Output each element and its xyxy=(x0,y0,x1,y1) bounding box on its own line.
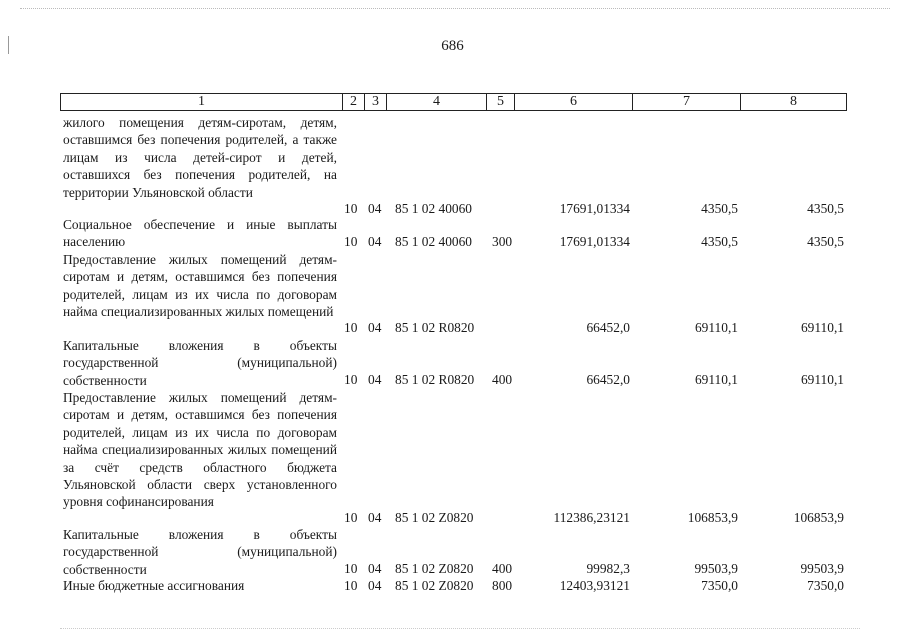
row-description: Капитальные вложения в объекты государственной (муниципальной) собственности xyxy=(63,527,337,577)
cell-section: 10 xyxy=(344,372,358,387)
row-description: Социальное обеспечение и иные выплаты населению xyxy=(63,217,337,250)
column-header-6: 6 xyxy=(515,94,633,110)
cell-expense-type: 400 xyxy=(492,372,513,387)
column-header-8: 8 xyxy=(790,94,797,109)
cell-subsection: 04 xyxy=(368,561,382,576)
cell-col7: 4350,5 xyxy=(701,234,738,249)
cell-col7: 4350,5 xyxy=(701,201,738,216)
cell-subsection: 04 xyxy=(368,234,382,249)
column-header-row xyxy=(60,93,847,111)
cell-col7: 7350,0 xyxy=(701,578,738,593)
cell-section: 10 xyxy=(344,578,358,593)
row-description: Предоставление жилых помещений детям-сиротам и детям, оставшимся без попечения родителей, лицам из их числа по договорам найма специализированных жилых помещений за счёт средств областного бюджета Ульяновской области сверх установленного уровня софинансирования xyxy=(63,390,337,510)
cell-subsection: 04 xyxy=(368,372,382,387)
row-description: Капитальные вложения в объекты государственной (муниципальной) собственности xyxy=(63,338,337,388)
cell-subsection: 04 xyxy=(368,578,382,593)
page-number: 686 xyxy=(441,38,464,54)
cell-col6: 66452,0 xyxy=(586,320,630,335)
cell-col7: 69110,1 xyxy=(694,372,738,387)
cell-col6: 12403,93121 xyxy=(559,578,630,593)
column-header-5: 5 xyxy=(487,94,515,110)
row-description: жилого помещения детям-сиротам, детям, оставшимся без попечения родителей, а также лицам из числа детей-сирот и детей, оставшихся без попечения родителей, на территории Ульяновской области xyxy=(63,115,337,200)
cell-section: 10 xyxy=(344,234,358,249)
cell-section: 10 xyxy=(344,510,358,525)
cell-target-article: 85 1 02 40060 xyxy=(395,201,472,216)
cell-expense-type: 400 xyxy=(492,561,513,576)
cell-col7: 99503,9 xyxy=(694,561,738,576)
cell-col6: 99982,3 xyxy=(586,561,630,576)
cell-col8: 69110,1 xyxy=(800,372,844,387)
scan-artifact-bottom xyxy=(60,628,860,630)
cell-col8: 4350,5 xyxy=(807,234,844,249)
column-header-1: 1 xyxy=(61,94,343,110)
cell-col7: 69110,1 xyxy=(694,320,738,335)
cell-section: 10 xyxy=(344,561,358,576)
cell-target-article: 85 1 02 Z0820 xyxy=(395,578,474,593)
cell-subsection: 04 xyxy=(368,201,382,216)
cell-col7: 106853,9 xyxy=(687,510,738,525)
cell-target-article: 85 1 02 Z0820 xyxy=(395,510,474,525)
cell-col8: 99503,9 xyxy=(800,561,844,576)
cell-expense-type: 300 xyxy=(492,234,513,249)
cell-target-article: 85 1 02 Z0820 xyxy=(395,561,474,576)
column-header-2: 2 xyxy=(343,94,365,110)
column-header-4: 4 xyxy=(387,94,487,110)
cell-target-article: 85 1 02 R0820 xyxy=(395,320,475,335)
scan-artifact-top xyxy=(20,8,890,10)
cell-section: 10 xyxy=(344,201,358,216)
cell-expense-type: 800 xyxy=(492,578,513,593)
cell-target-article: 85 1 02 R0820 xyxy=(395,372,475,387)
cell-col8: 7350,0 xyxy=(807,578,844,593)
row-description: Иные бюджетные ассигнования xyxy=(63,578,245,593)
cell-target-article: 85 1 02 40060 xyxy=(395,234,472,249)
cell-col8: 106853,9 xyxy=(793,510,844,525)
cell-col8: 4350,5 xyxy=(807,201,844,216)
cell-section: 10 xyxy=(344,320,358,335)
row-description: Предоставление жилых помещений детям-сиротам и детям, оставшимся без попечения родителей, лицам из их числа по договорам найма специализированных жилых помещений xyxy=(63,252,337,320)
cell-col8: 69110,1 xyxy=(800,320,844,335)
cell-col6: 112386,23121 xyxy=(553,510,630,525)
cell-col6: 66452,0 xyxy=(586,372,630,387)
cell-subsection: 04 xyxy=(368,510,382,525)
cell-col6: 17691,01334 xyxy=(559,234,630,249)
cell-col6: 17691,01334 xyxy=(559,201,630,216)
column-header-3: 3 xyxy=(365,94,387,110)
cell-subsection: 04 xyxy=(368,320,382,335)
column-header-7: 7 xyxy=(633,94,741,110)
